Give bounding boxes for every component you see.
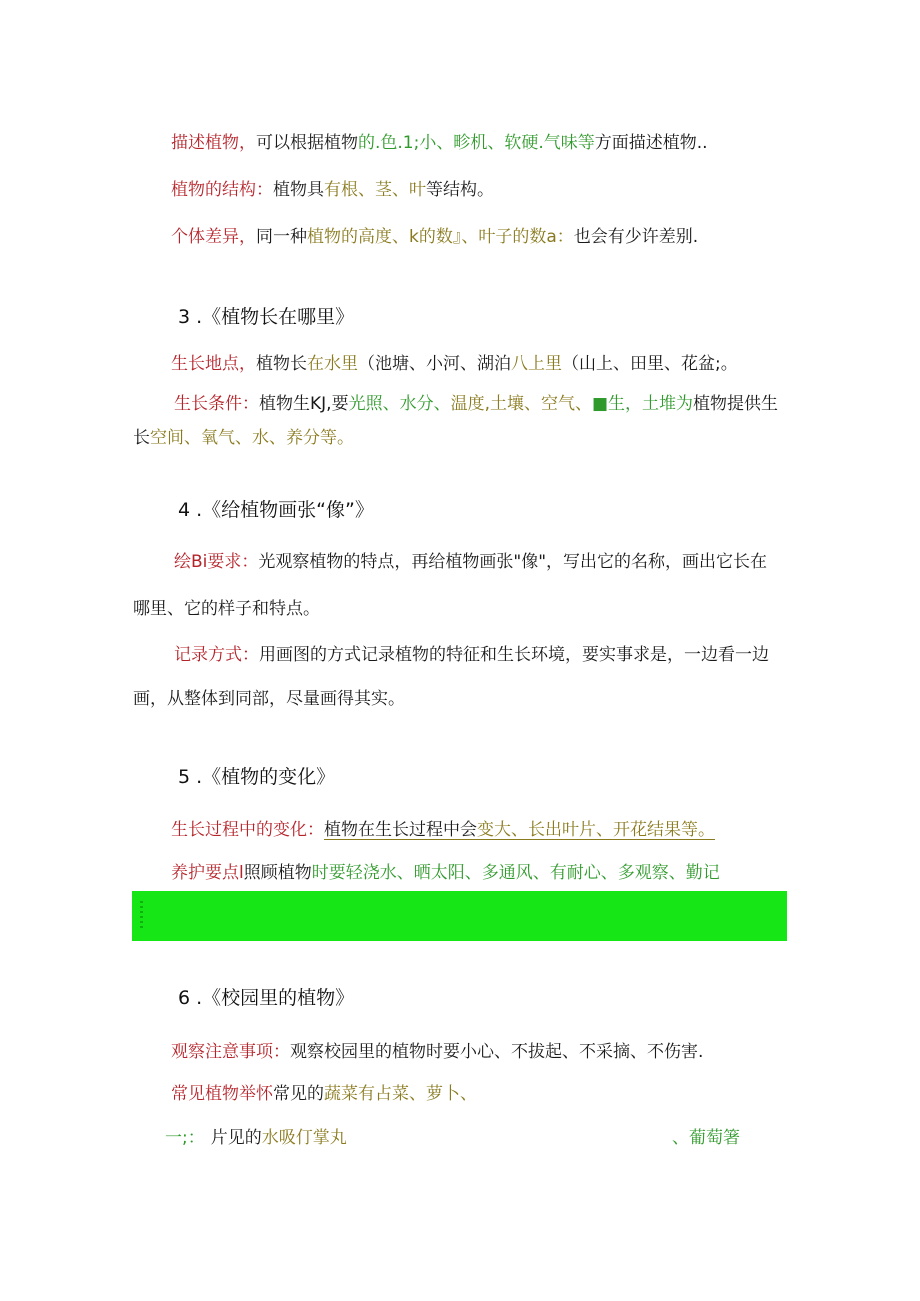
text-segment: 植物生KJ,要 — [259, 394, 349, 414]
term-label: 生长地点， — [171, 354, 256, 374]
text-segment: （山上、田里、花盆;。 — [562, 354, 738, 374]
text-line-common-plants-cont — [165, 1127, 347, 1149]
term-label: 记录方式： — [174, 645, 259, 665]
text-segment: 植物具 — [273, 180, 324, 200]
text-segment: 等结构。 — [426, 180, 494, 200]
text-segment: 植物在生长过程中会 — [324, 820, 477, 840]
text-line-observation-notes — [171, 1041, 703, 1063]
term-label: 常见植物举怀 — [171, 1084, 273, 1104]
text-segment: 植物长 — [256, 354, 307, 374]
text-segment: 可以根据植物 — [256, 133, 358, 153]
key-point: 水吸仃掌丸 — [261, 1128, 347, 1148]
section-heading-6: 6 .《校园里的植物》 — [178, 987, 355, 1009]
key-point: 变大、长出叶片、开花结果等。 — [477, 820, 715, 840]
text-segment: 同一种 — [256, 227, 307, 247]
text-line-individual-difference — [171, 226, 698, 248]
key-point: ■生，土堆为 — [591, 394, 694, 414]
key-point: 有耐心、多观察、勤记 — [549, 863, 720, 883]
text-segment: 常见的 — [273, 1084, 324, 1104]
text-line-drawing-requirements — [174, 551, 767, 573]
text-line-growth-place — [171, 353, 738, 375]
text-line-recording-method — [174, 644, 769, 666]
text-line-growth-conditions-cont — [133, 427, 354, 449]
key-point: 光照、水分、 — [348, 394, 451, 414]
text-segment: 方面描述植物.. — [594, 133, 708, 153]
term-label: 养护要点l — [171, 863, 244, 883]
key-point: 八上里 — [511, 354, 562, 374]
key-point: 有根、茎、叶 — [324, 180, 426, 200]
text-line-common-plants — [171, 1083, 477, 1105]
text-segment: 片见的 — [210, 1128, 262, 1148]
key-point: 晒太阳、多通风、 — [413, 863, 550, 883]
text-line-plant-structure — [171, 179, 494, 201]
term-label: 植物的结构： — [171, 180, 273, 200]
text-segment: 光观察植物的特点，再给植物画张"像"，写出它的名称，画出它长在 — [258, 552, 768, 572]
text-segment: （池塘、小河、湖泊 — [358, 354, 511, 374]
text-segment: 也会有少许差别. — [573, 227, 699, 247]
text-segment: 长 — [133, 428, 150, 448]
term-label: 个体差异， — [171, 227, 256, 247]
highlight-bar — [132, 891, 787, 941]
text-segment: 照顾植物 — [243, 863, 312, 883]
key-point: 畛机、 — [453, 133, 505, 153]
key-point: 在水里 — [307, 354, 358, 374]
term-label: 描述植物， — [171, 133, 256, 153]
key-point: 温度,土壤、空气、 — [450, 394, 592, 414]
key-point: 空间、氧气、水、养分等。 — [150, 428, 354, 448]
text-line-common-plants-tail: 、葡萄箸 — [672, 1128, 740, 1148]
text-segment: 植物提供生 — [693, 394, 779, 414]
key-point: 的.色.1;小、 — [358, 133, 454, 153]
key-point: 蔬菜有占菜、萝卜、 — [324, 1084, 477, 1104]
term-label: 观察注意事项： — [171, 1042, 290, 1062]
text-segment: 用画图的方式记录植物的特征和生长环境，要实事求是，一边看一边 — [259, 645, 769, 665]
text-line-describe-plants — [171, 132, 708, 154]
text-line-recording-method-cont — [133, 688, 405, 710]
section-heading-4: 4 .《给植物画张“像”》 — [178, 499, 374, 521]
term-label: 生长条件： — [174, 394, 259, 414]
section-heading-3: 3 .《植物长在哪里》 — [178, 306, 355, 328]
text-segment: 观察校园里的植物时要小心、不拔起、不采摘、不伤害. — [290, 1042, 704, 1062]
text-line-growth-conditions — [174, 393, 778, 415]
key-point: 植物的高度、k的数』、叶子的数a： — [307, 227, 574, 247]
text-segment: 画，从整体到同部，尽量画得其实。 — [133, 689, 405, 709]
key-point: 时要轻浇水、 — [311, 863, 414, 883]
key-point: 一;： — [165, 1128, 205, 1148]
text-segment: 哪里、它的样子和特点。 — [133, 599, 320, 619]
bar-mark — [140, 901, 143, 931]
text-line-growth-changes — [171, 819, 715, 841]
text-line-drawing-requirements-cont — [133, 598, 320, 620]
text-line-care-points — [171, 862, 720, 884]
term-label: 生长过程中的变化： — [171, 820, 324, 840]
section-heading-5: 5 .《植物的变化》 — [178, 766, 336, 788]
term-label: 绘Bi要求： — [174, 552, 259, 572]
key-point: 软硬.气味等 — [504, 133, 595, 153]
